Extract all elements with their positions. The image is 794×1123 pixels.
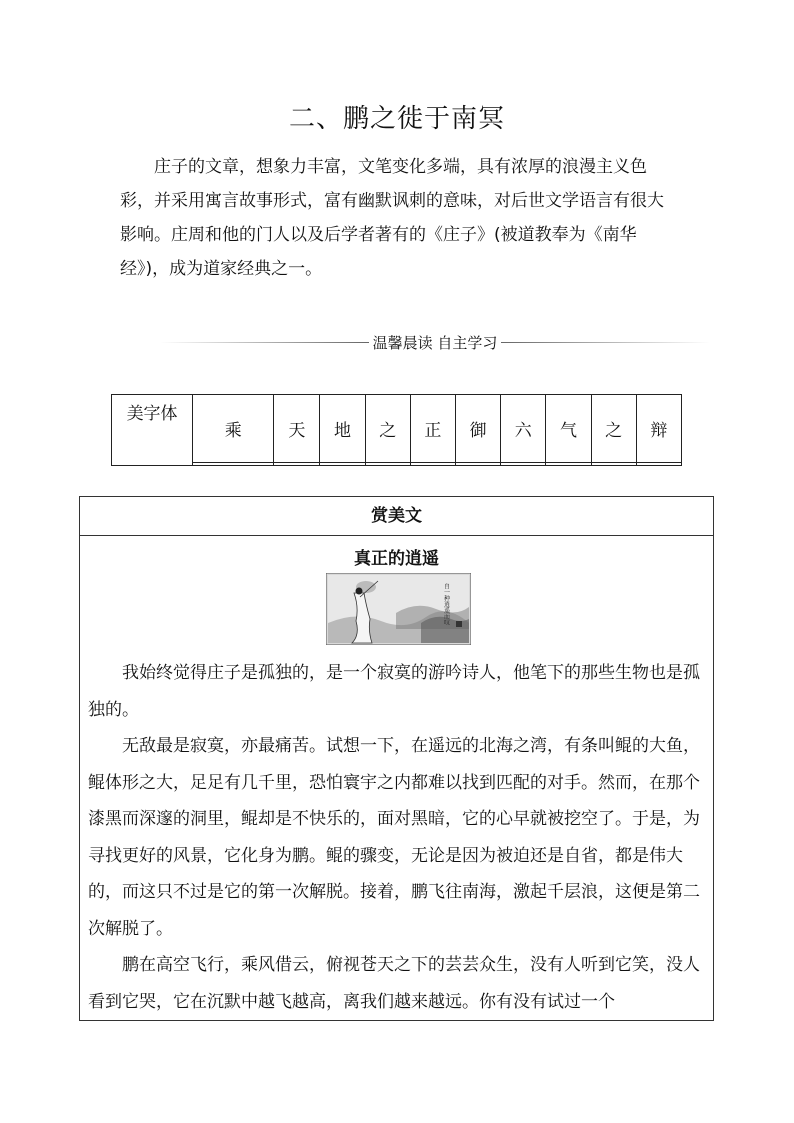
practice-blank-cell[interactable] <box>501 463 546 466</box>
practice-blank-cell[interactable] <box>546 463 591 466</box>
practice-char: 之 <box>365 395 410 463</box>
section-divider <box>160 330 710 354</box>
practice-blank-cell[interactable] <box>193 463 274 466</box>
article-paragraph: 我始终觉得庄子是孤独的，是一个寂寞的游吟诗人，他笔下的那些生物也是孤独的。 <box>88 663 700 720</box>
practice-row-chars <box>112 395 682 463</box>
practice-char: 天 <box>274 395 320 463</box>
article-paragraph: 无敌最是寂寞，亦最痛苦。试想一下，在遥远的北海之湾，有条叫鲲的大鱼，鲲体形之大，足足有几千里，恐怕寰宇之内都难以找到匹配的对手。然而，在那个漆黑而深邃的洞里，鲲却是不快乐的，面对黑暗，它的心早就被挖空了。于是，为寻找更好的风景，它化身为鹏。鲲的骤变，无论是因为被迫还是自省，都是伟大的，而这只不过是它的第一次解脱。接着，鹏飞往南海，激起千层浪，这便是第二次解脱了。 <box>88 736 700 939</box>
article-paragraph: 鹏在高空飞行，乘风借云，俯视苍天之下的芸芸众生，没有人听到它笑，没人看到它哭，它在沉默中越飞越高，离我们越来越远。你有没有试过一个 <box>88 955 700 1012</box>
practice-char: 气 <box>546 395 591 463</box>
box-header: 赏美文 <box>80 497 713 536</box>
intro-text <box>120 150 680 286</box>
appreciation-box <box>79 496 714 1021</box>
practice-char: 六 <box>501 395 546 463</box>
practice-char: 正 <box>410 395 455 463</box>
practice-blank-cell[interactable] <box>410 463 455 466</box>
practice-char: 御 <box>455 395 500 463</box>
practice-char: 之 <box>591 395 636 463</box>
practice-blank-cell[interactable] <box>365 463 410 466</box>
practice-char: 地 <box>320 395 365 463</box>
practice-blank-cell[interactable] <box>274 463 320 466</box>
page-title: 二、鹏之徙于南冥 <box>288 104 505 134</box>
intro-paragraph: 庄子的文章，想象力丰富，文笔变化多端，具有浓厚的浪漫主义色彩，并采用寓言故事形式，富有幽默讽刺的意味，对后世文学语言有很大影响。庄周和他的门人以及后学者著有的《庄子》(被道教奉为《南华经》)，成为道家经典之一。 <box>120 157 664 279</box>
calligraphy-practice-table <box>111 394 682 466</box>
article-body <box>88 655 710 1020</box>
practice-row-blank <box>112 463 682 466</box>
ink-painting-image <box>326 573 471 645</box>
article-title: 真正的逍遥 <box>354 549 439 569</box>
divider-line-right <box>501 342 710 343</box>
practice-char: 辩 <box>636 395 681 463</box>
section-label: 温馨晨读 自主学习 <box>372 333 498 352</box>
practice-blank-cell[interactable] <box>455 463 500 466</box>
divider-line-left <box>160 342 369 343</box>
painting-caption <box>443 582 450 626</box>
practice-table-header: 美字体 <box>112 395 193 466</box>
practice-char: 乘 <box>193 395 274 463</box>
practice-blank-cell[interactable] <box>636 463 681 466</box>
svg-text:自一种逍遥而叹: 自一种逍遥而叹 <box>442 583 450 625</box>
practice-blank-cell[interactable] <box>591 463 636 466</box>
practice-blank-cell[interactable] <box>320 463 365 466</box>
